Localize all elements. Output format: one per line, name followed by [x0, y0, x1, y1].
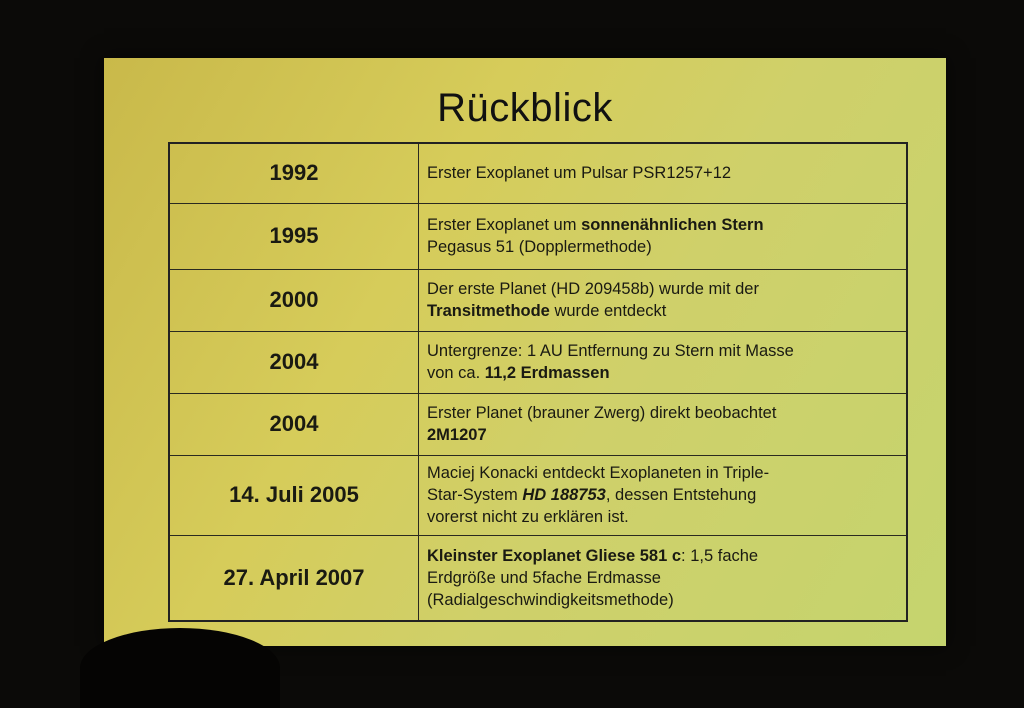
- description-cell: [419, 269, 908, 331]
- emphasis-text: 2M1207: [427, 426, 487, 444]
- timeline-table: [168, 142, 908, 622]
- year-cell: 1992: [169, 143, 419, 203]
- description-text: , dessen Entstehung: [605, 486, 757, 504]
- description-cell: [419, 331, 908, 393]
- description-text: Erster Planet (brauner Zwerg) direkt beobachtet: [427, 404, 777, 422]
- table-row: [169, 203, 907, 269]
- emphasis-text: sonnenähnlichen Stern: [581, 216, 764, 234]
- projection-screen: [104, 58, 946, 646]
- description-text: (Radialgeschwindigkeitsmethode): [427, 590, 674, 609]
- description-text: von ca.: [427, 364, 485, 382]
- emphasis-text: Transitmethode: [427, 302, 550, 320]
- description-text: vorerst nicht zu erklären ist.: [427, 508, 629, 526]
- table-row: [169, 269, 907, 331]
- audience-head-silhouette: [80, 628, 280, 708]
- description-cell: [419, 455, 908, 535]
- description-cell: [419, 143, 908, 203]
- description-text: Star-System: [427, 486, 523, 504]
- description-text: Erdgröße und 5fache Erdmasse: [427, 568, 661, 587]
- table-row: [169, 455, 907, 535]
- table-row: [169, 331, 907, 393]
- emphasis-text: HD 188753: [522, 486, 606, 504]
- description-text: : 1,5 fache: [681, 546, 759, 565]
- year-cell: 27. April 2007: [169, 535, 419, 621]
- year-cell: 2004: [169, 331, 419, 393]
- description-text: Erster Exoplanet um Pulsar PSR1257+12: [427, 164, 732, 183]
- description-text: wurde entdeckt: [549, 302, 667, 320]
- description-text: Der erste Planet (HD 209458b) wurde mit der: [427, 280, 759, 298]
- description-cell: [419, 393, 908, 455]
- table-row: [169, 143, 907, 203]
- description-text: Pegasus 51 (Dopplermethode): [427, 238, 652, 256]
- description-text: Maciej Konacki entdeckt Exoplaneten in Triple-: [427, 464, 770, 482]
- table-row: [169, 393, 907, 455]
- description-text: Untergrenze: 1 AU Entfernung zu Stern mit Masse: [427, 342, 794, 360]
- year-cell: 2004: [169, 393, 419, 455]
- description-cell: [419, 535, 908, 621]
- table-row: [169, 535, 907, 621]
- emphasis-text: 11,2 Erdmassen: [484, 364, 610, 382]
- year-cell: 1995: [169, 203, 419, 269]
- description-cell: [419, 203, 908, 269]
- slide-title: Rückblick: [437, 86, 613, 130]
- description-text: Erster Exoplanet um: [427, 216, 582, 234]
- year-cell: 2000: [169, 269, 419, 331]
- emphasis-text: Kleinster Exoplanet Gliese 581 c: [427, 546, 682, 565]
- year-cell: 14. Juli 2005: [169, 455, 419, 535]
